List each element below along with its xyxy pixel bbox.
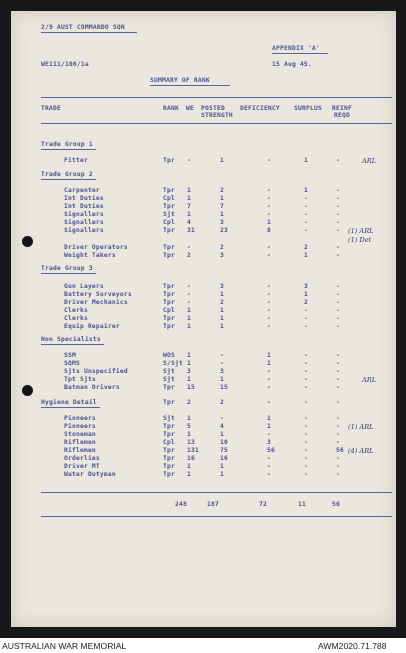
total-posted: 187: [207, 501, 219, 508]
cell-reinf: -: [336, 203, 340, 210]
cell-reinf: -: [336, 423, 340, 430]
total-reinf: 56: [332, 501, 340, 508]
appendix-underline: [272, 53, 328, 54]
document-title-underline: [150, 85, 230, 86]
cell-posted: 7: [220, 203, 224, 210]
section-title-underline: [41, 407, 100, 408]
cell-trade: Driver Mechanics: [64, 299, 128, 306]
cell-rank: Tpr: [163, 471, 175, 478]
cell-deficiency: 1: [267, 219, 271, 226]
cell-deficiency: -: [267, 211, 271, 218]
cell-posted: 1: [220, 471, 224, 478]
cell-posted: 2: [220, 244, 224, 251]
cell-deficiency: 1: [267, 423, 271, 430]
total-surplus: 11: [298, 501, 306, 508]
cell-handwritten-note: (1) ARL: [348, 423, 374, 431]
cell-surplus: 2: [304, 299, 308, 306]
cell-surplus: 1: [304, 252, 308, 259]
column-header-reinf: REINF: [332, 105, 352, 112]
cell-deficiency: 3: [267, 439, 271, 446]
cell-we: 4: [187, 219, 191, 226]
cell-deficiency: -: [267, 299, 271, 306]
cell-we: -: [187, 299, 191, 306]
cell-deficiency: -: [267, 291, 271, 298]
table-row: [0, 307, 406, 315]
appendix-label: APPENDIX 'A': [272, 45, 320, 52]
cell-we: 1: [187, 187, 191, 194]
cell-rank: Sjt: [163, 415, 175, 422]
cell-trade: Batman Drivers: [64, 384, 120, 391]
cell-surplus: -: [304, 431, 308, 438]
cell-trade: Tpt Sjts: [64, 376, 96, 383]
table-row: [0, 368, 406, 376]
cell-deficiency: -: [267, 471, 271, 478]
document-date: 15 Aug 45.: [272, 61, 312, 68]
section-title: Trade Group 1: [41, 141, 93, 148]
table-row: [0, 244, 406, 252]
cell-reinf: -: [336, 415, 340, 422]
cell-posted: 15: [220, 384, 228, 391]
cell-reinf: -: [336, 368, 340, 375]
table-row: [0, 291, 406, 299]
table-row: [0, 236, 406, 244]
cell-handwritten-note: ARL: [362, 157, 377, 165]
cell-reinf: -: [336, 360, 340, 367]
cell-reinf: -: [336, 384, 340, 391]
table-row: [0, 227, 406, 235]
table-row: [0, 187, 406, 195]
table-row: [0, 376, 406, 384]
cell-posted: 1: [220, 211, 224, 218]
cell-reinf: 56: [336, 447, 344, 454]
cell-trade: Gun Layers: [64, 283, 104, 290]
cell-posted: 3: [220, 252, 224, 259]
cell-surplus: -: [304, 399, 308, 406]
cell-trade: Signallers: [64, 219, 104, 226]
cell-deficiency: 1: [267, 415, 271, 422]
column-header-reqd: REQD: [334, 112, 350, 119]
cell-surplus: -: [304, 376, 308, 383]
section-title: Trade Group 2: [41, 171, 93, 178]
cell-surplus: -: [304, 219, 308, 226]
cell-we: 1: [187, 360, 191, 367]
cell-we: 131: [187, 447, 199, 454]
cell-trade: Int Duties: [64, 203, 104, 210]
cell-rank: Tpr: [163, 299, 175, 306]
column-header-strength: STRENGTH: [201, 112, 233, 119]
cell-deficiency: -: [267, 376, 271, 383]
section-title-underline: [41, 344, 104, 345]
cell-we: 1: [187, 463, 191, 470]
cell-reinf: -: [336, 399, 340, 406]
footer-institution: AUSTRALIAN WAR MEMORIAL: [2, 641, 127, 651]
cell-posted: 1: [220, 157, 224, 164]
cell-posted: 16: [220, 455, 228, 462]
cell-trade: Weight Takers: [64, 252, 116, 259]
cell-trade: Clerks: [64, 307, 88, 314]
cell-deficiency: -: [267, 157, 271, 164]
cell-rank: Cpl: [163, 219, 175, 226]
cell-surplus: -: [304, 368, 308, 375]
cell-rank: Tpr: [163, 187, 175, 194]
cell-surplus: 3: [304, 283, 308, 290]
cell-surplus: -: [304, 315, 308, 322]
table-row: [0, 423, 406, 431]
cell-posted: 1: [220, 315, 224, 322]
cell-rank: Tpr: [163, 244, 175, 251]
cell-we: 13: [187, 439, 195, 446]
total-deficiency: 72: [259, 501, 267, 508]
cell-surplus: -: [304, 439, 308, 446]
cell-deficiency: -: [267, 195, 271, 202]
cell-rank: Tpr: [163, 283, 175, 290]
totals-top-rule: [41, 492, 392, 493]
cell-surplus: -: [304, 415, 308, 422]
cell-reinf: -: [336, 187, 340, 194]
table-row: [0, 455, 406, 463]
cell-trade: Driver Operators: [64, 244, 128, 251]
cell-reinf: -: [336, 315, 340, 322]
footer-accession-number: AWM2020.71.788: [318, 641, 387, 651]
cell-trade: Stoneman: [64, 431, 96, 438]
table-row: [0, 323, 406, 331]
table-row: [0, 157, 406, 165]
cell-rank: Tpr: [163, 455, 175, 462]
cell-posted: 2: [220, 299, 224, 306]
cell-posted: 1: [220, 291, 224, 298]
cell-rank: Tpr: [163, 203, 175, 210]
cell-we: -: [187, 157, 191, 164]
cell-deficiency: -: [267, 307, 271, 314]
cell-rank: Tpr: [163, 384, 175, 391]
cell-rank: Tpr: [163, 315, 175, 322]
cell-deficiency: -: [267, 455, 271, 462]
cell-we: 1: [187, 376, 191, 383]
column-header-deficiency: DEFICIENCY: [240, 105, 280, 112]
cell-trade: Driver MT: [64, 463, 100, 470]
section-title: Hygiene Detail: [41, 399, 97, 406]
cell-reinf: -: [336, 323, 340, 330]
cell-trade: Equip Repairer: [64, 323, 120, 330]
section-title: Trade Group 3: [41, 265, 93, 272]
cell-rank: Tpr: [163, 447, 175, 454]
cell-posted: 3: [220, 283, 224, 290]
cell-we: 1: [187, 415, 191, 422]
cell-surplus: -: [304, 211, 308, 218]
cell-surplus: 2: [304, 244, 308, 251]
cell-deficiency: -: [267, 323, 271, 330]
cell-trade: SSM: [64, 352, 76, 359]
cell-rank: Tpr: [163, 399, 175, 406]
cell-posted: 2: [220, 187, 224, 194]
cell-trade: Pioneers: [64, 415, 96, 422]
cell-we: 3: [187, 368, 191, 375]
cell-reinf: -: [336, 455, 340, 462]
table-row: [0, 195, 406, 203]
cell-deficiency: -: [267, 368, 271, 375]
cell-posted: -: [220, 415, 224, 422]
cell-posted: 1: [220, 323, 224, 330]
cell-rank: Sjt: [163, 211, 175, 218]
cell-rank: Cpl: [163, 307, 175, 314]
table-row: [0, 439, 406, 447]
unit-name: 2/9 AUST COMMANDO SQN: [41, 24, 125, 31]
cell-trade: Riflemen: [64, 439, 96, 446]
cell-deficiency: -: [267, 252, 271, 259]
cell-deficiency: -: [267, 463, 271, 470]
cell-rank: Cpl: [163, 195, 175, 202]
cell-reinf: -: [336, 227, 340, 234]
cell-trade: Riflemen: [64, 447, 96, 454]
cell-surplus: -: [304, 384, 308, 391]
cell-we: 31: [187, 227, 195, 234]
cell-handwritten-note: (1) Det: [348, 236, 372, 244]
column-header-we: WE: [186, 105, 194, 112]
cell-rank: Tpr: [163, 227, 175, 234]
cell-we: 1: [187, 323, 191, 330]
cell-trade: SQMS: [64, 360, 80, 367]
cell-reinf: -: [336, 252, 340, 259]
table-row: [0, 399, 406, 407]
column-header-surplus: SURPLUS: [294, 105, 322, 112]
cell-surplus: -: [304, 360, 308, 367]
cell-we: 1: [187, 211, 191, 218]
cell-posted: 2: [220, 399, 224, 406]
table-row: [0, 203, 406, 211]
section-title-underline: [41, 273, 96, 274]
cell-we: 1: [187, 307, 191, 314]
cell-rank: Tpr: [163, 463, 175, 470]
cell-trade: Clerks: [64, 315, 88, 322]
cell-surplus: -: [304, 352, 308, 359]
header-top-rule: [41, 97, 392, 98]
cell-deficiency: -: [267, 399, 271, 406]
cell-handwritten-note: (4) ARL: [348, 447, 374, 455]
table-row: [0, 431, 406, 439]
cell-reinf: -: [336, 195, 340, 202]
table-row: [0, 471, 406, 479]
cell-surplus: -: [304, 423, 308, 430]
cell-surplus: -: [304, 455, 308, 462]
cell-reinf: -: [336, 307, 340, 314]
cell-posted: 1: [220, 307, 224, 314]
cell-trade: Fitter: [64, 157, 88, 164]
cell-rank: Tpr: [163, 423, 175, 430]
table-row: [0, 463, 406, 471]
cell-trade: Orderlies: [64, 455, 100, 462]
table-row: [0, 415, 406, 423]
cell-we: 1: [187, 315, 191, 322]
cell-we: -: [187, 291, 191, 298]
cell-reinf: -: [336, 219, 340, 226]
cell-rank: Sjt: [163, 368, 175, 375]
cell-surplus: -: [304, 203, 308, 210]
cell-rank: WOS: [163, 352, 175, 359]
cell-rank: Tpr: [163, 431, 175, 438]
table-row: [0, 384, 406, 392]
totals-bottom-rule: [41, 516, 392, 517]
cell-surplus: -: [304, 463, 308, 470]
cell-we: 7: [187, 203, 191, 210]
cell-we: 1: [187, 352, 191, 359]
cell-trade: Signallers: [64, 211, 104, 218]
cell-deficiency: -: [267, 244, 271, 251]
cell-reinf: -: [336, 211, 340, 218]
cell-surplus: -: [304, 471, 308, 478]
cell-reinf: -: [336, 471, 340, 478]
column-header-posted: POSTED: [201, 105, 225, 112]
table-row: [0, 211, 406, 219]
cell-surplus: 1: [304, 291, 308, 298]
cell-posted: 75: [220, 447, 228, 454]
cell-deficiency: 1: [267, 360, 271, 367]
cell-rank: Tpr: [163, 157, 175, 164]
cell-trade: Int Duties: [64, 195, 104, 202]
column-header-trade: TRADE: [41, 105, 61, 112]
total-we: 248: [175, 501, 187, 508]
cell-posted: 10: [220, 439, 228, 446]
cell-surplus: -: [304, 227, 308, 234]
cell-trade: Water Dutyman: [64, 471, 116, 478]
cell-surplus: -: [304, 447, 308, 454]
cell-reinf: -: [336, 157, 340, 164]
cell-surplus: 1: [304, 157, 308, 164]
cell-deficiency: 56: [267, 447, 275, 454]
cell-rank: Sjt: [163, 376, 175, 383]
cell-we: 16: [187, 455, 195, 462]
table-row: [0, 299, 406, 307]
section-title: Non Specialists: [41, 336, 101, 343]
cell-posted: 1: [220, 463, 224, 470]
table-row: [0, 352, 406, 360]
cell-we: -: [187, 244, 191, 251]
cell-posted: 1: [220, 431, 224, 438]
cell-we: 2: [187, 252, 191, 259]
cell-handwritten-note: ARL: [362, 376, 377, 384]
cell-deficiency: -: [267, 203, 271, 210]
cell-reinf: -: [336, 463, 340, 470]
cell-reinf: -: [336, 431, 340, 438]
cell-rank: Tpr: [163, 323, 175, 330]
table-row: [0, 447, 406, 455]
cell-deficiency: 1: [267, 352, 271, 359]
cell-posted: 1: [220, 195, 224, 202]
cell-deficiency: -: [267, 431, 271, 438]
cell-surplus: 1: [304, 187, 308, 194]
cell-deficiency: -: [267, 187, 271, 194]
cell-trade: Carpenter: [64, 187, 100, 194]
cell-surplus: -: [304, 307, 308, 314]
cell-reinf: -: [336, 283, 340, 290]
cell-surplus: -: [304, 323, 308, 330]
cell-posted: -: [220, 360, 224, 367]
cell-reinf: -: [336, 439, 340, 446]
cell-reinf: -: [336, 352, 340, 359]
cell-rank: S/Sjt: [163, 360, 183, 367]
column-header-rank: RANK: [163, 105, 179, 112]
cell-reinf: -: [336, 291, 340, 298]
table-row: [0, 252, 406, 260]
cell-posted: 3: [220, 219, 224, 226]
table-row: [0, 283, 406, 291]
cell-deficiency: -: [267, 384, 271, 391]
section-title-underline: [41, 149, 96, 150]
cell-rank: Tpr: [163, 291, 175, 298]
table-row: [0, 219, 406, 227]
cell-posted: 23: [220, 227, 228, 234]
cell-we: 1: [187, 195, 191, 202]
cell-we: 15: [187, 384, 195, 391]
cell-we: 2: [187, 399, 191, 406]
cell-handwritten-note: (1) ARL: [348, 227, 374, 235]
cell-we: -: [187, 283, 191, 290]
cell-reinf: -: [336, 299, 340, 306]
cell-trade: Sjts Unspecified: [64, 368, 128, 375]
cell-rank: Tpr: [163, 252, 175, 259]
cell-deficiency: -: [267, 283, 271, 290]
document-reference: WE111/100/1a: [41, 61, 89, 68]
cell-posted: 1: [220, 376, 224, 383]
header-bottom-rule: [41, 123, 392, 124]
cell-deficiency: 8: [267, 227, 271, 234]
cell-posted: -: [220, 352, 224, 359]
cell-rank: Cpl: [163, 439, 175, 446]
cell-trade: Battery Surveyors: [64, 291, 132, 298]
cell-we: 5: [187, 423, 191, 430]
cell-reinf: -: [336, 244, 340, 251]
cell-reinf: -: [336, 376, 340, 383]
section-title-underline: [41, 179, 96, 180]
cell-deficiency: -: [267, 315, 271, 322]
cell-trade: Signallers: [64, 227, 104, 234]
cell-trade: Pioneers: [64, 423, 96, 430]
table-row: [0, 315, 406, 323]
document-title: SUMMARY OF RANK: [150, 77, 210, 84]
cell-we: 1: [187, 471, 191, 478]
unit-name-underline: [41, 32, 137, 33]
cell-posted: 4: [220, 423, 224, 430]
cell-surplus: -: [304, 195, 308, 202]
cell-posted: 3: [220, 368, 224, 375]
cell-we: 1: [187, 431, 191, 438]
table-row: [0, 360, 406, 368]
